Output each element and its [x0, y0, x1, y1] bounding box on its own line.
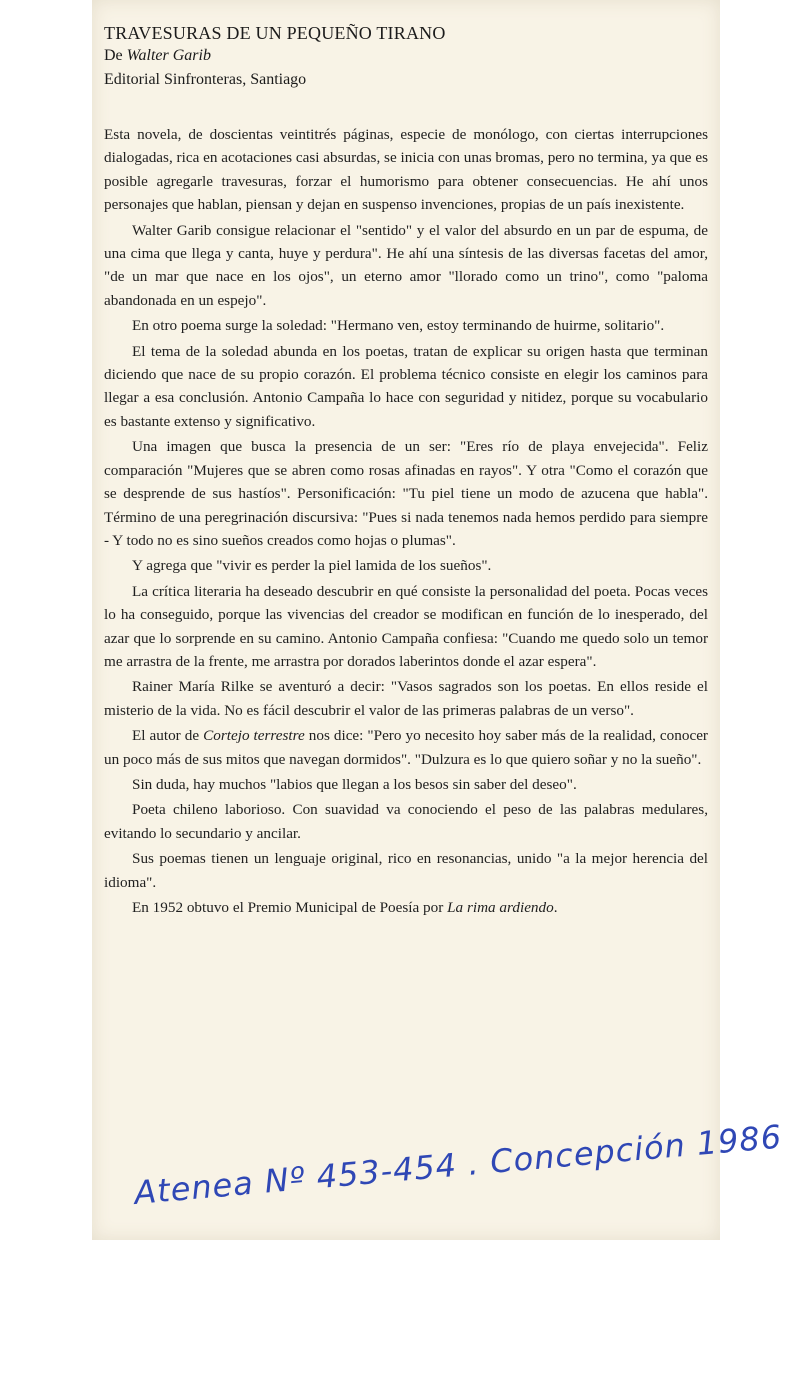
p9-book-title: Cortejo terrestre	[203, 727, 305, 745]
p13-before: En 1952 obtuvo el Premio Municipal de Poesía por	[132, 899, 448, 916]
p9-after: nos dice: "Pero yo necesito hoy saber más de la realidad, conocer un poco más de sus mitos que navegan dormidos". "Dulzura es lo que quiero soñar y no la sueño".	[104, 727, 708, 768]
review-body	[104, 123, 708, 921]
review-header	[104, 22, 704, 92]
paragraph-5: Una imagen que busca la presencia de un ser: "Eres río de playa envejecida". Feliz comparación "Mujeres que se abren como rosas afinadas en rayos". Y otra "Como el corazón que se desprende de sus hastíos". Personificación: "Tu piel tiene un modo de azucena que habla". Término de una peregrinación discursiva: "Pues si nada tenemos nada hemos perdido para siempre - Y todo no es sino sueños creados como hojas o plumas".	[104, 438, 708, 549]
paragraph-12: Sus poemas tienen un lenguaje original, rico en resonancias, unido "a la mejor herencia del idioma".	[104, 850, 708, 891]
paragraph-3: En otro poema surge la soledad: "Hermano ven, estoy terminando de huirme, solitario".	[132, 317, 665, 335]
paragraph-4: El tema de la soledad abunda en los poetas, tratan de explicar su origen hasta que terminan diciendo que nace de su propio corazón. El problema técnico consiste en elegir los caminos para llegar a esa conclusión. Antonio Campaña lo hace con seguridad y nitidez, porque su vocabulario es bastante extenso y significativo.	[104, 342, 708, 430]
author-prefix: De	[104, 47, 123, 64]
paragraph-13	[104, 896, 708, 919]
book-title: TRAVESURAS DE UN PEQUEÑO TIRANO	[104, 23, 446, 43]
paragraph-9	[104, 724, 708, 771]
paragraph-2: Walter Garib consigue relacionar el "sentido" y el valor del absurdo en un par de espuma, de una cima que llega y canta, huye y perdura". He ahí una síntesis de las diversas facetas del amor, "de un mar que nace en los ojos", un eterno amor "llorado como un trino", como "paloma abandonada en un espejo".	[104, 221, 708, 309]
paragraph-8: Rainer María Rilke se aventuró a decir: "Vasos sagrados son los poetas. En ellos reside el misterio de la vida. No es fácil descubrir el valor de las primeras palabras de un verso".	[104, 678, 708, 719]
p13-book-title: La rima ardiendo	[447, 899, 554, 916]
paragraph-10: Sin duda, hay muchos "labios que llegan a los besos sin saber del deseo".	[132, 775, 577, 793]
handwritten-annotation	[132, 1117, 784, 1230]
book-publisher: Editorial Sinfronteras, Santiago	[104, 71, 307, 88]
paragraph-11: Poeta chileno laborioso. Con suavidad va conociendo el peso de las palabras medulares, evitando lo secundario y ancilar.	[104, 801, 708, 842]
author-name: Walter Garib	[126, 47, 211, 64]
paragraph-1: Esta novela, de doscientas veintitrés páginas, especie de monólogo, con ciertas interrupciones dialogadas, rica en acotaciones casi absurdas, se inicia con unas bromas, pero no termina, ya que es posible agregarle travesuras, forzar el humorismo para obtener consecuencias. He ahí unos personajes que hablan, piensan y dejan en suspenso invenciones, propias de un país inexistente.	[104, 126, 708, 214]
p9-before: El autor de	[132, 727, 204, 745]
handwritten-source-note: Atenea Nº 453-454 . Concepción 1986	[132, 1117, 784, 1212]
book-author	[104, 44, 704, 68]
paragraph-7: La crítica literaria ha deseado descubrir en qué consiste la personalidad del poeta. Pocas veces lo ha conseguido, porque las vivencias del creador se modifican en función de lo inesperado, del azar que lo sorprende en su camino. Antonio Campaña confiesa: "Cuando me quedo solo un temor me arrastra de la frente, me arrastra por dorados laberintos donde el azar espera".	[104, 582, 708, 670]
p13-after: .	[553, 899, 558, 916]
paragraph-6: Y agrega que "vivir es perder la piel lamida de los sueños".	[132, 557, 492, 575]
